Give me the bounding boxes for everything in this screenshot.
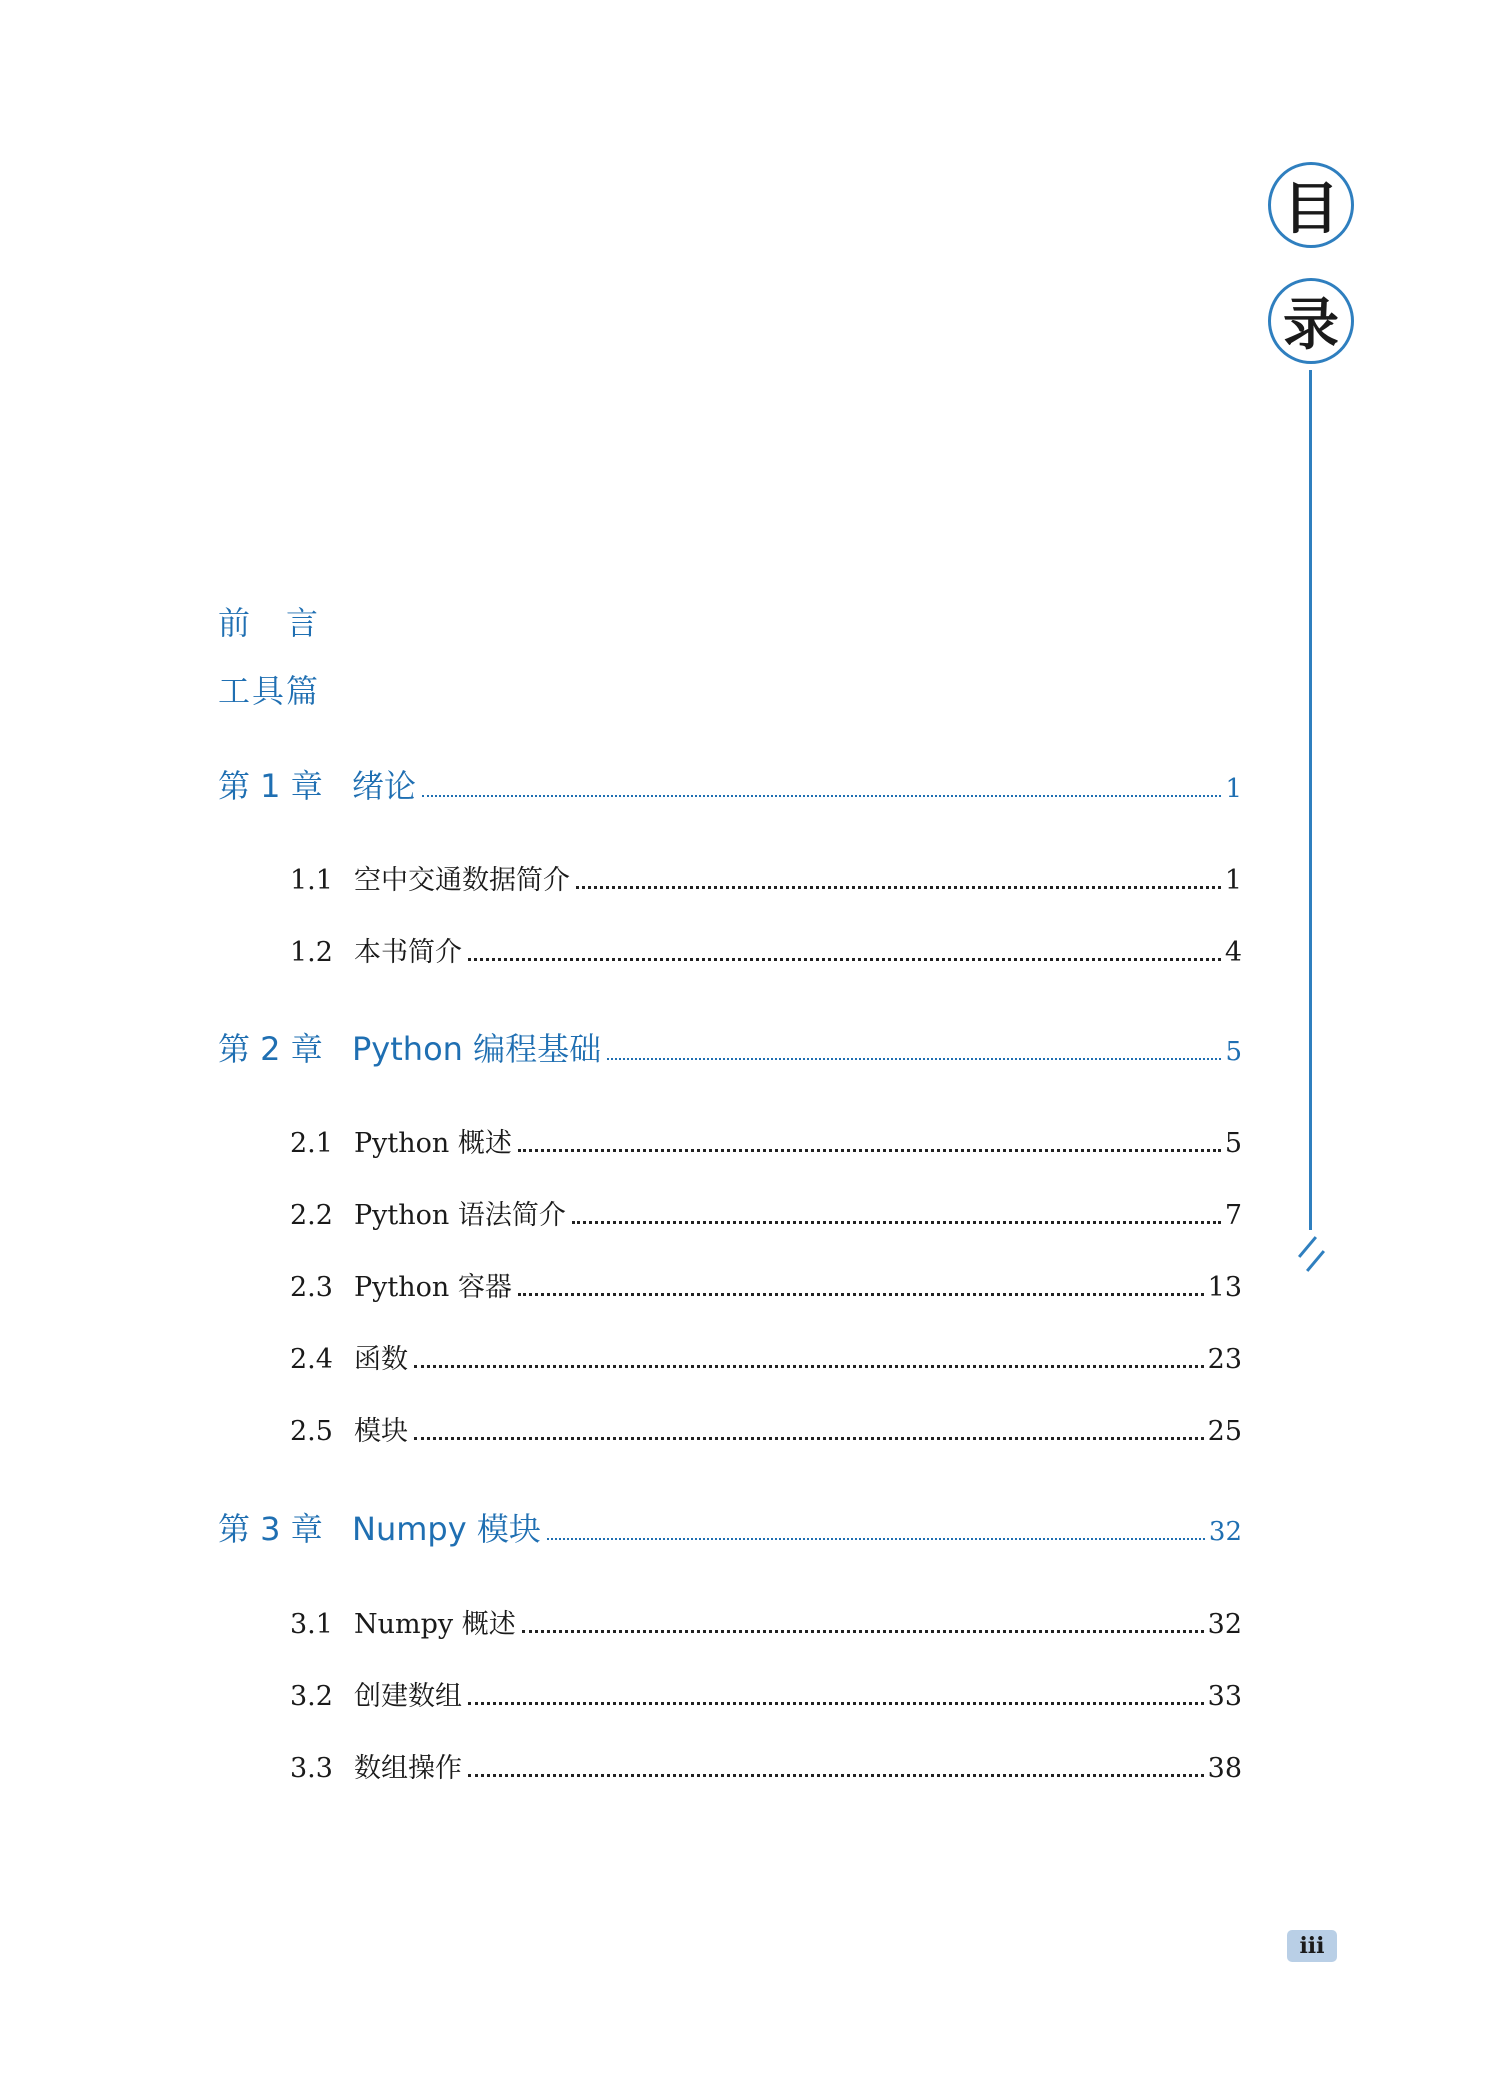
toc-section-3-2[interactable]: 3.2 创建数组 33 [290, 1681, 1242, 1712]
toc-section-1-2[interactable]: 1.2 本书简介 4 [290, 937, 1242, 968]
toc-section-2-3[interactable]: 2.3 Python 容器 13 [290, 1272, 1242, 1303]
toc-title-char-2: 录 [1268, 278, 1354, 364]
toc-chapter-2[interactable]: 第 2 章 Python 编程基础 5 [218, 1030, 1242, 1068]
leader-dots [468, 957, 1221, 961]
side-slash-mark [1306, 1250, 1325, 1272]
leader-dots [547, 1537, 1205, 1540]
leader-dots [607, 1057, 1221, 1060]
toc-section-2-5[interactable]: 2.5 模块 25 [290, 1416, 1242, 1447]
leader-dots [518, 1148, 1221, 1152]
side-decorative-line [1309, 370, 1312, 1230]
toc-section-3-3[interactable]: 3.3 数组操作 38 [290, 1753, 1242, 1784]
leader-dots [422, 794, 1221, 797]
leader-dots [414, 1364, 1204, 1368]
toc-chapter-3[interactable]: 第 3 章 Numpy 模块 32 [218, 1510, 1242, 1548]
toc-section-2-4[interactable]: 2.4 函数 23 [290, 1344, 1242, 1375]
toc-section-1-1[interactable]: 1.1 空中交通数据简介 1 [290, 865, 1242, 896]
toc-part-tools[interactable]: 工具篇 [218, 672, 321, 710]
toc-section-3-1[interactable]: 3.1 Numpy 概述 32 [290, 1609, 1242, 1640]
leader-dots [468, 1773, 1204, 1777]
leader-dots [468, 1701, 1204, 1705]
toc-preface[interactable]: 前 言 [218, 604, 321, 642]
toc-section-2-2[interactable]: 2.2 Python 语法简介 7 [290, 1200, 1242, 1231]
toc-section-2-1[interactable]: 2.1 Python 概述 5 [290, 1128, 1242, 1159]
leader-dots [576, 885, 1221, 889]
toc-chapter-1[interactable]: 第 1 章 绪论 1 [218, 767, 1242, 805]
leader-dots [518, 1292, 1204, 1296]
leader-dots [414, 1436, 1204, 1440]
leader-dots [572, 1220, 1221, 1224]
toc-title-char-1: 目 [1268, 162, 1354, 248]
side-slash-mark [1298, 1236, 1317, 1258]
page-number-badge: iii [1287, 1930, 1337, 1962]
leader-dots [522, 1629, 1204, 1633]
